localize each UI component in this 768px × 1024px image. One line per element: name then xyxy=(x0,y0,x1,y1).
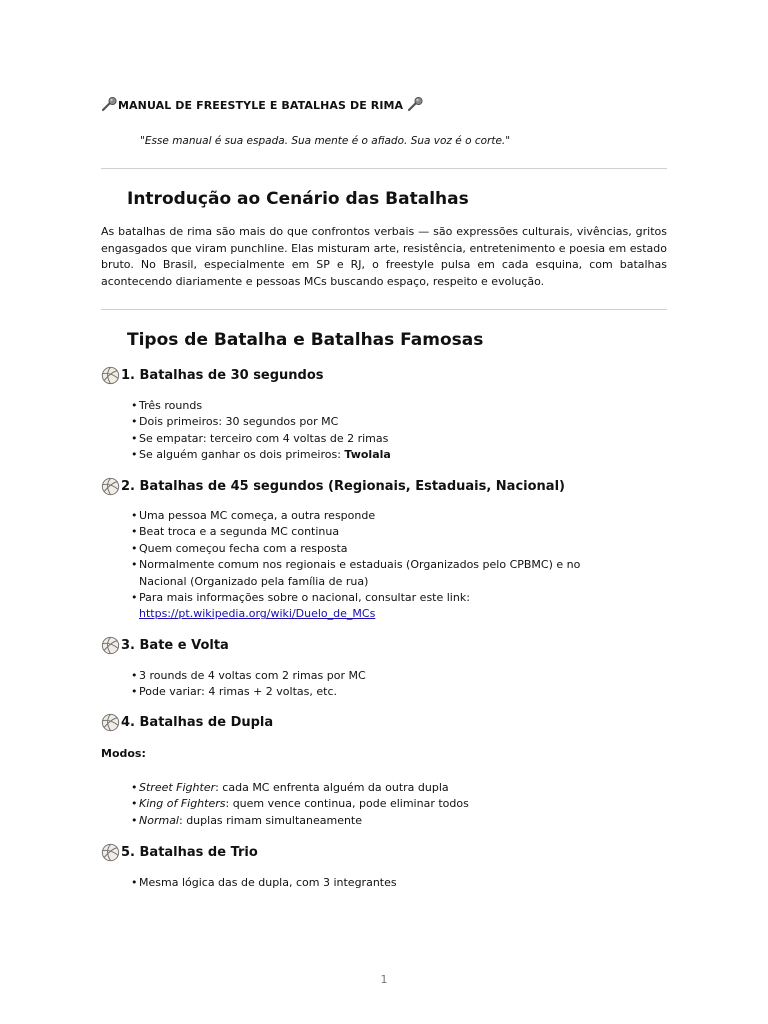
list-item: • Normalmente comum nos regionais e estaduais (Organizados pelo CPBMC) e no Nacional (Organizado pela família de rua) xyxy=(131,557,631,590)
volleyball-icon xyxy=(101,366,120,385)
mode-desc: : quem vence continua, pode eliminar todos xyxy=(225,797,469,811)
list-item: • Dois primeiros: 30 segundos por MC xyxy=(131,414,651,430)
page-number: 1 xyxy=(380,973,388,986)
document-title-text: MANUAL DE FREESTYLE E BATALHAS DE RIMA xyxy=(118,99,404,112)
list-item xyxy=(131,780,651,796)
section-heading-45s xyxy=(101,477,565,496)
list-bate-volta xyxy=(131,668,651,701)
microphone-icon xyxy=(407,97,424,112)
mode-desc: : cada MC enfrenta alguém da outra dupla xyxy=(215,781,449,794)
list-item: • Uma pessoa MC começa, a outra responde xyxy=(131,508,631,524)
list-item: • Pode variar: 4 rimas + 2 voltas, etc. xyxy=(131,684,651,700)
list-item xyxy=(131,447,651,463)
list-30s xyxy=(131,398,651,464)
mode-name: Normal xyxy=(139,813,179,827)
section-heading-30s xyxy=(101,366,324,385)
volleyball-icon xyxy=(101,843,120,862)
section-title: 5. Batalhas de Trio xyxy=(121,845,258,860)
list-item: • Se empatar: terceiro com 4 voltas de 2 rimas xyxy=(131,431,651,447)
list-dupla xyxy=(131,780,651,829)
volleyball-icon xyxy=(101,477,120,496)
types-heading: Tipos de Batalha e Batalhas Famosas xyxy=(127,330,484,350)
list-item: • Beat troca e a segunda MC continua xyxy=(131,524,631,540)
section-heading-dupla xyxy=(101,713,273,732)
wikipedia-link[interactable]: https://pt.wikipedia.org/wiki/Duelo_de_MCs xyxy=(139,607,376,621)
mode-desc: : duplas rimam simultaneamente xyxy=(179,813,363,827)
section-title: 1. Batalhas de 30 segundos xyxy=(121,368,324,383)
volleyball-icon xyxy=(101,636,120,655)
document-title xyxy=(101,97,424,112)
volleyball-icon xyxy=(101,713,120,732)
section-title: 2. Batalhas de 45 segundos (Regionais, Estaduais, Nacional) xyxy=(121,479,565,494)
mode-name: Street Fighter xyxy=(139,781,216,794)
section-title: 3. Bate e Volta xyxy=(121,638,229,653)
list-item xyxy=(131,813,651,829)
intro-heading: Introdução ao Cenário das Batalhas xyxy=(127,189,469,209)
section-title: 4. Batalhas de Dupla xyxy=(121,715,274,730)
epigraph-quote: "Esse manual é sua espada. Sua mente é o afiado. Sua voz é o corte." xyxy=(140,135,511,147)
list-item xyxy=(131,590,631,623)
list-item-text: Se alguém ganhar os dois primeiros: xyxy=(139,448,345,462)
section-heading-trio xyxy=(101,843,258,862)
list-45s xyxy=(131,508,631,623)
list-trio xyxy=(131,875,651,891)
list-item xyxy=(131,796,651,812)
microphone-icon xyxy=(101,97,118,112)
list-item: • Mesma lógica das de dupla, com 3 integrantes xyxy=(131,875,651,891)
modos-label: Modos: xyxy=(101,747,146,760)
list-item: • Quem começou fecha com a resposta xyxy=(131,541,631,557)
twolala-term: Twolala xyxy=(344,448,391,462)
intro-paragraph: As batalhas de rima são mais do que confrontos verbais — são expressões culturais, vivências, gritos engasgados que viram punchline. Elas misturam arte, resistência, entretenimento e poesia em estado bruto. No Brasil, especialmente em SP e RJ, o freestyle pulsa em cada esquina, com batalhas acontecendo diariamente e pessoas MCs buscando espaço, respeito e evolução. xyxy=(101,225,667,288)
section-heading-bate-volta xyxy=(101,636,229,655)
divider xyxy=(101,168,667,169)
list-item: • 3 rounds de 4 voltas com 2 rimas por MC xyxy=(131,668,651,684)
list-item: • Três rounds xyxy=(131,398,651,414)
list-item-text: Para mais informações sobre o nacional, consultar este link: xyxy=(139,591,470,605)
mode-name: King of Fighters xyxy=(139,797,226,811)
divider xyxy=(101,309,667,310)
